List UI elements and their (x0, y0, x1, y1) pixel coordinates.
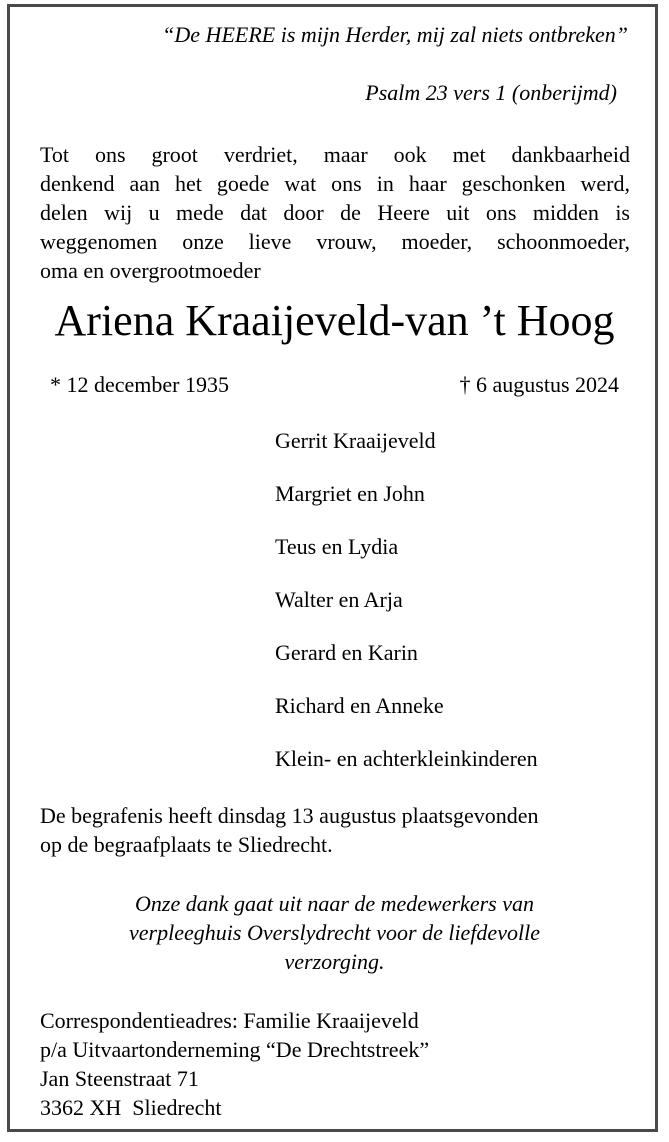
thanks-line: Onze dank gaat uit naar de medewerkers van (135, 891, 534, 916)
bible-reference: Psalm 23 vers 1 (onberijmd) (365, 80, 617, 105)
deceased-name: Ariena Kraaijeveld-van ’t Hoog (54, 296, 615, 345)
intro-line: denkend aan het goede wat ons in haar geschonken werd, (40, 171, 630, 196)
family-member: Gerrit Kraaijeveld (275, 428, 436, 453)
intro-line: weggenomen onze lieve vrouw, moeder, schoonmoeder, (40, 229, 630, 254)
thanks-note (40, 889, 629, 976)
intro-line: oma en overgrootmoeder (40, 258, 261, 283)
family-member: Klein- en achterkleinkinderen (275, 746, 538, 771)
thanks-line: verpleeghuis Overslydrecht voor de liefdevolle (129, 920, 540, 945)
birth-date: * 12 december 1935 (50, 372, 229, 397)
intro-paragraph (40, 140, 630, 285)
death-date: † 6 augustus 2024 (459, 372, 619, 397)
thanks-line: verzorging. (284, 949, 385, 974)
family-member: Gerard en Karin (275, 640, 418, 665)
funeral-line: De begrafenis heeft dinsdag 13 augustus plaatsgevonden (40, 803, 539, 828)
funeral-notice (40, 801, 636, 859)
intro-line: Tot ons groot verdriet, maar ook met dankbaarheid (40, 142, 630, 167)
correspondence-address (40, 1006, 429, 1122)
family-list (275, 428, 538, 799)
intro-line: delen wij u mede dat door de Heere uit ons midden is (40, 200, 630, 225)
bible-quote: “De HEERE is mijn Herder, mij zal niets ontbreken” (162, 22, 628, 47)
address-line: Correspondentieadres: Familie Kraaijeveld (40, 1008, 419, 1033)
family-member: Teus en Lydia (275, 534, 399, 559)
address-line: Jan Steenstraat 71 (40, 1066, 199, 1091)
family-member: Richard en Anneke (275, 693, 444, 718)
family-member: Margriet en John (275, 481, 425, 506)
address-line: p/a Uitvaartonderneming “De Drechtstreek” (40, 1037, 430, 1062)
address-line: 3362 XH Sliedrecht (40, 1095, 222, 1120)
funeral-line: op de begraafplaats te Sliedrecht. (40, 832, 333, 857)
family-member: Walter en Arja (275, 587, 403, 612)
